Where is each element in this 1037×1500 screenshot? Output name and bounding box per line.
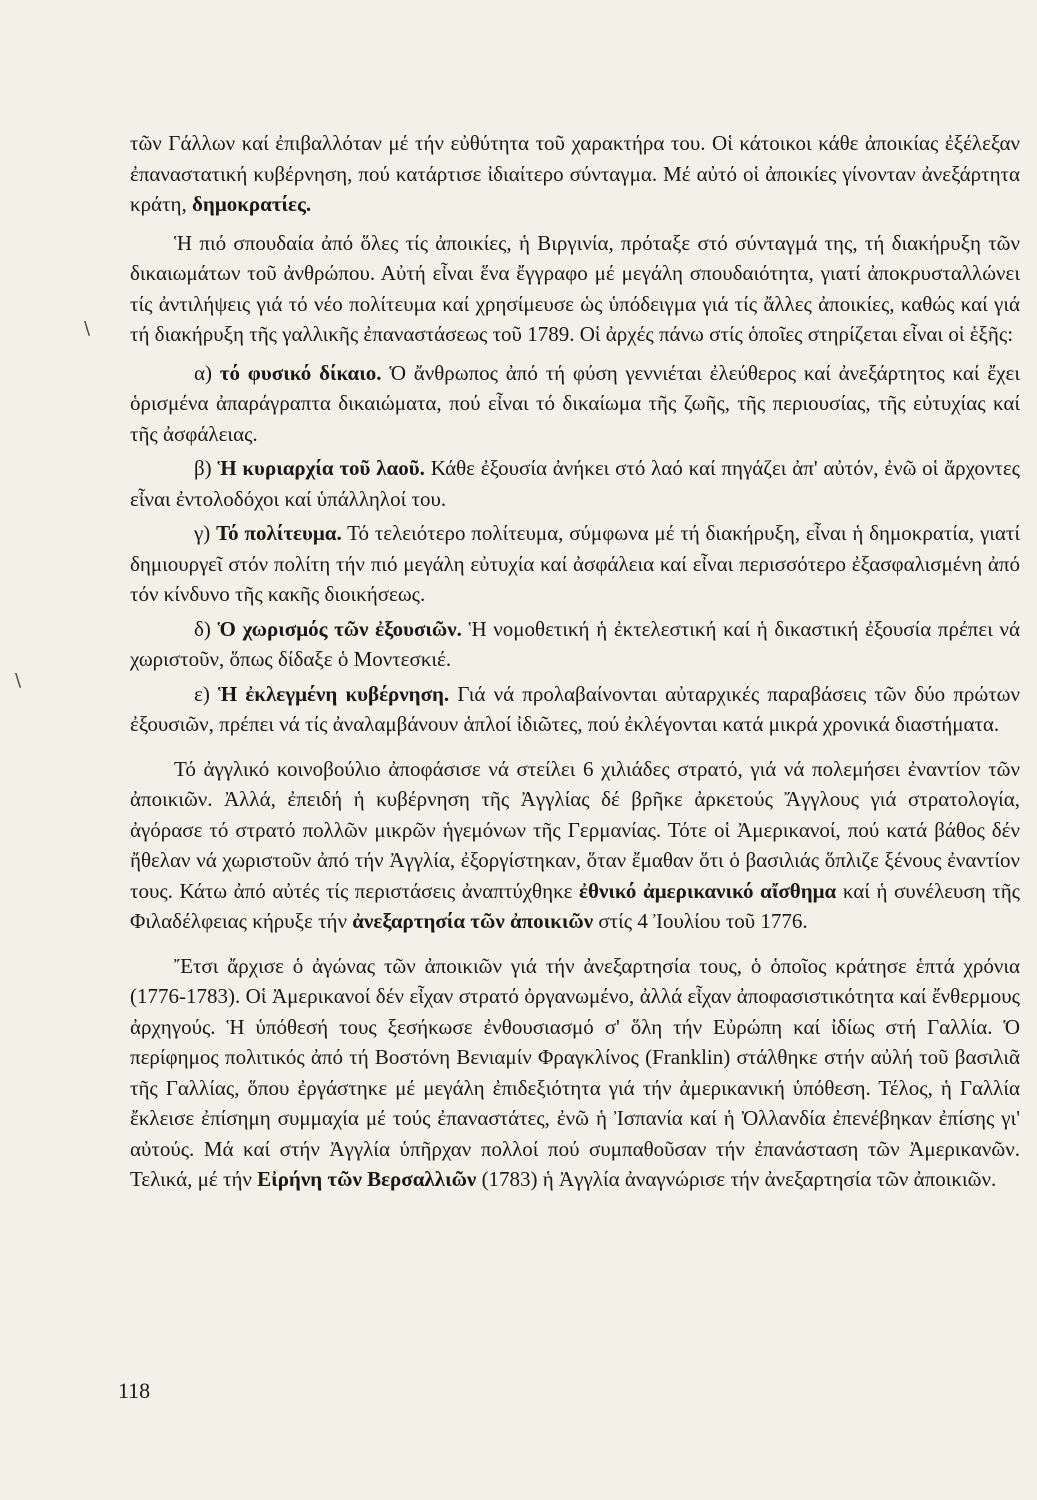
page-number: 118 (118, 1378, 151, 1403)
paragraph-intro: τῶν Γάλλων καί ἐπιβαλλόταν μέ τήν εὐθύτητα τοῦ χαρακτήρα του. Οἱ κάτοικοι κάθε ἀποικίας ἐξέλεξαν ἐπαναστατική κυβέρνηση, πού κατάρτισε ἰδιαίτερο σύνταγμα. Μέ αὐτό οἱ ἀποικίες γίνονταν ἀνεξάρτητα κράτη, δημοκρατίες. (130, 131, 1020, 216)
bold-term: Ἡ ἐκλεγμένη κυβέρνηση. (218, 681, 450, 706)
bold-term: ἀνεξαρτησία τῶν ἀποικιῶν (352, 909, 594, 933)
bold-term: Ἡ κυριαρχία τοῦ λαοῦ. (217, 456, 425, 480)
margin-mark: \ (84, 318, 91, 339)
bold-term: Τό πολίτευμα. (216, 521, 342, 545)
bold-term: δημοκρατίες. (192, 192, 312, 216)
list-item-d: δ) Ὁ χωρισμός τῶν ἐξουσιῶν. Ἡ νομοθετική ἡ ἐκτελεστική καί ἡ δικαστική ἐξουσία πρέπει νά χωριστοῦν, ὅπως δίδαξε ὁ Μοντεσκιέ. (130, 616, 1021, 671)
bold-term: Ὁ χωρισμός τῶν ἐξουσιῶν. (217, 616, 462, 641)
list-item-c: γ) Τό πολίτευμα. Τό τελειότερο πολίτευμα, σύμφωνα μέ τή διακήρυξη, εἶναι ἡ δημοκρατία, γιατί δημιουργεῖ στόν πολίτη τήν πιό μεγάλη εὐτυχία καί ἀσφάλεια καί εἶναι περισσότερο ἐξασφαλισμένη ἀπό τόν κίνδυνο τῆς κακῆς διοικήσεως. (130, 521, 1020, 606)
margin-mark: \ (15, 670, 22, 691)
paragraph-parliament: Τό ἀγγλικό κοινοβούλιο ἀποφάσισε νά στείλει 6 χιλιάδες στρατό, γιά νά πολεμήσει ἐναντίον τῶν ἀποικιῶν. Ἀλλά, ἐπειδή ἡ κυβέρνηση τῆς Ἀγγλίας δέ βρῆκε ἀρκετούς Ἄγγλους γιά στρατολογία, ἀγόρασε τό στρατό πολλῶν μικρῶν ἡγεμόνων τῆς Γερμανίας. Τότε οἱ Ἀμερικανοί, πού κατά βάθος δέν ἤθελαν νά χωριστοῦν ἀπό τήν Ἀγγλία, ἐξοργίστηκαν, ὅταν ἔμαθαν ὅτι ὁ βασιλιάς ὅπλιζε ξένους ἐναντίον τους. Κάτω ἀπό αὐτές τίς περιστάσεις ἀναπτύχθηκε ἐθνικό ἀμερικανικό αἴσθημα καί ἡ συνέλευση τῆς Φιλαδέλφειας κήρυξε τήν ἀνεξαρτησία τῶν ἀποικιῶν στίς 4 Ἰουλίου τοῦ 1776. (130, 756, 1021, 933)
bold-term: τό φυσικό δίκαιο. (219, 360, 382, 385)
list-item-a: α) τό φυσικό δίκαιο. Ὁ ἄνθρωπος ἀπό τή φύση γεννιέται ἐλεύθερος καί ἀνεξάρτητος καί ἔχει ὁρισμένα ἀπαράγραπτα δικαιώματα, πού εἶναι τό δικαίωμα τῆς ζωῆς, τῆς περιουσίας, τῆς εὐτυχίας καί τῆς ἀσφάλειας. (130, 360, 1020, 446)
list-item-e: ε) Ἡ ἐκλεγμένη κυβέρνηση. Γιά νά προλαβαίνονται αὐταρχικές παραβάσεις τῶν δύο πρώτων ἐξουσιῶν, πρέπει νά τίς ἀναλαμβάνουν ἁπλοί ἰδιῶτες, πού ἐκλέγονται κατά μικρά χρονικά διαστήματα. (130, 681, 1020, 736)
bold-term: ἐθνικό ἀμερικανικό αἴσθημα (579, 878, 837, 903)
bold-term: Εἰρήνη τῶν Βερσαλλιῶν (257, 1167, 477, 1191)
list-item-b: β) Ἡ κυριαρχία τοῦ λαοῦ. Κάθε ἐξουσία ἀνήκει στό λαό καί πηγάζει ἀπ' αὐτόν, ἐνῶ οἱ ἄρχοντες εἶναι ἐντολοδόχοι καί ὑπάλληλοί του. (130, 456, 1020, 511)
paragraph-virginia: Ἡ πιό σπουδαία ἀπό ὅλες τίς ἀποικίες, ἡ Βιργινία, πρόταξε στό σύνταγμά της, τή διακήρυξη τῶν δικαιωμάτων τοῦ ἀνθρώπου. Αὐτή εἶναι ἕνα ἔγγραφο μέ μεγάλη σπουδαιότητα, γιατί ἀποκρυσταλλώνει τίς ἀντιλήψεις γιά τό νέο πολίτευμα καί χρησίμευσε ὡς ὑπόδειγμα γιά τίς ἄλλες ἀποικίες, καθώς καί γιά τή διακήρυξη τῆς γαλλικῆς ἐπαναστάσεως τοῦ 1789. Οἱ ἀρχές πάνω στίς ὁποῖες στηρίζεται εἶναι οἱ ἑξῆς: (130, 230, 1020, 346)
body-text (130, 128, 1020, 1195)
paragraph-war: Ἔτσι ἄρχισε ὁ ἀγώνας τῶν ἀποικιῶν γιά τήν ἀνεξαρτησία τους, ὁ ὁποῖος κράτησε ἑπτά χρόνια (1776-1783). Οἱ Ἀμερικανοί δέν εἶχαν στρατό ὀργανωμένο, ἀλλά εἶχαν ἀποφασιστικότητα καί ἔνθερμους ἀρχηγούς. Ἡ ὑπόθεσή τους ξεσήκωσε ἐνθουσιασμό σ' ὅλη τήν Εὐρώπη καί ἰδίως στή Γαλλία. Ὁ περίφημος πολιτικός ἀπό τή Βοστόνη Βενιαμίν Φραγκλίνος (Franklin) στάλθηκε στήν αὐλή τοῦ βασιλιᾶ τῆς Γαλλίας, ὅπου ἐργάστηκε μέ μεγάλη ἐπιδεξιότητα γιά τήν ἀμερικανική ὑπόθεση. Τέλος, ἡ Γαλλία ἔκλεισε ἐπίσημη συμμαχία μέ τούς ἐπαναστάτες, ἐνῶ ἡ Ἰσπανία καί ἡ Ὀλλανδία ἐπενέβηκαν ἐπίσης γι' αὐτούς. Μά καί στήν Ἀγγλία ὑπῆρχαν πολλοί πού συμπαθοῦσαν τήν ἐπανάσταση τῶν Ἀμερικανῶν. Τελικά, μέ τήν Εἰρήνη τῶν Βερσαλλιῶν (1783) ἡ Ἀγγλία ἀναγνώρισε τήν ἀνεξαρτησία τῶν ἀποικιῶν. (130, 953, 1020, 1191)
